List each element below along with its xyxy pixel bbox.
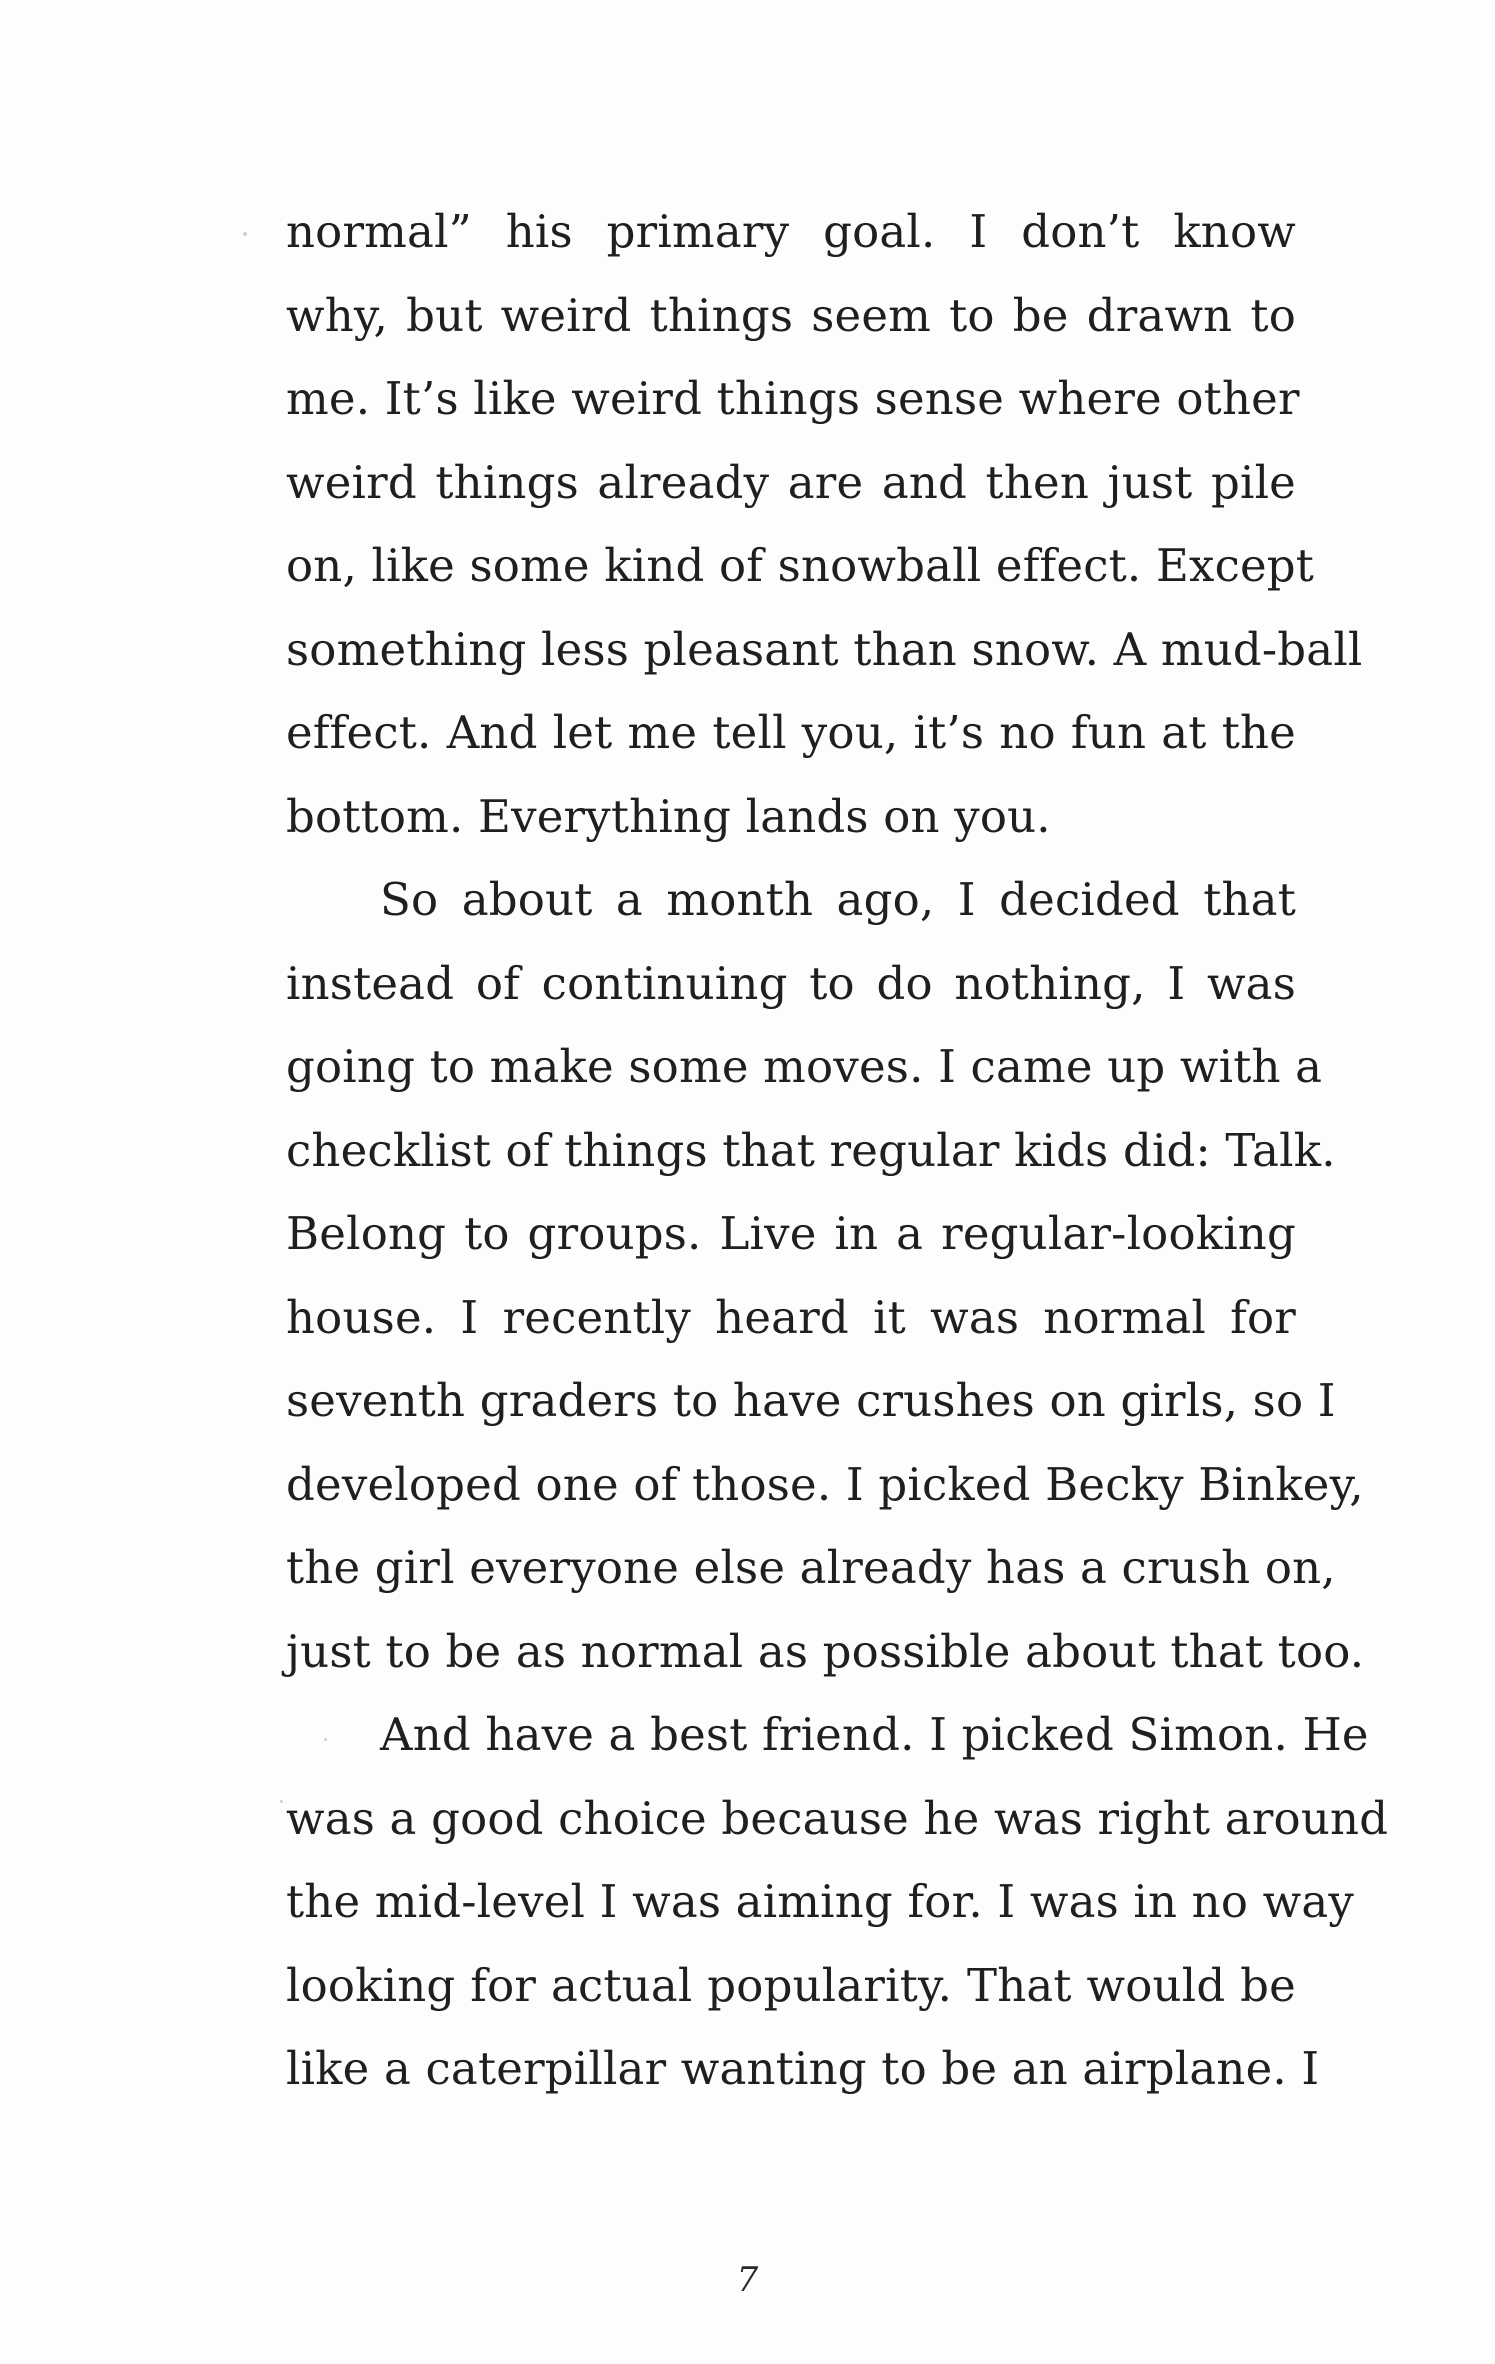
paragraph-end-line: bottom. Everything lands on you. bbox=[286, 789, 1051, 843]
text-line: going to make some moves. I came up with a bbox=[286, 1040, 1323, 1093]
body-text bbox=[286, 190, 1389, 2111]
text-line: like a caterpillar wanting to be an airplane. I bbox=[286, 2042, 1320, 2095]
text-line: why, but weird things seem to be drawn to bbox=[286, 288, 1296, 342]
text-line: normal” his primary goal. I don’t know bbox=[286, 205, 1296, 258]
scan-speck bbox=[324, 1738, 327, 1741]
text-line: checklist of things that regular kids did: Talk. bbox=[286, 1123, 1336, 1177]
paragraph-first-line: So about a month ago, I decided that bbox=[380, 873, 1296, 926]
text-line: something less pleasant than snow. A mud-ball bbox=[286, 622, 1363, 676]
text-line: looking for actual popularity. That would be bbox=[286, 1958, 1296, 2012]
text-line: developed one of those. I picked Becky Binkey, bbox=[286, 1457, 1364, 1511]
paragraph-first-line: And have a best friend. I picked Simon. He bbox=[380, 1708, 1369, 1761]
scan-speck bbox=[280, 1800, 283, 1803]
page-number: 7 bbox=[736, 2260, 759, 2300]
text-line: on, like some kind of snowball effect. Except bbox=[286, 539, 1315, 592]
text-line: instead of continuing to do nothing, I was bbox=[286, 956, 1296, 1010]
text-line: seventh graders to have crushes on girls, so I bbox=[286, 1374, 1336, 1427]
text-line: weird things already are and then just pile bbox=[286, 455, 1296, 509]
scan-speck bbox=[243, 232, 247, 236]
text-line: effect. And let me tell you, it’s no fun at the bbox=[286, 706, 1296, 759]
text-line: me. It’s like weird things sense where other bbox=[286, 372, 1300, 425]
text-line: Belong to groups. Live in a regular-looking bbox=[286, 1207, 1296, 1260]
text-line: the mid-level I was aiming for. I was in no way bbox=[286, 1875, 1355, 1928]
text-line: was a good choice because he was right around bbox=[286, 1791, 1389, 1845]
text-line: house. I recently heard it was normal for bbox=[286, 1290, 1296, 1344]
paragraph-end-line: just to be as normal as possible about that too. bbox=[286, 1624, 1365, 1678]
text-line: the girl everyone else already has a crush on, bbox=[286, 1541, 1336, 1594]
